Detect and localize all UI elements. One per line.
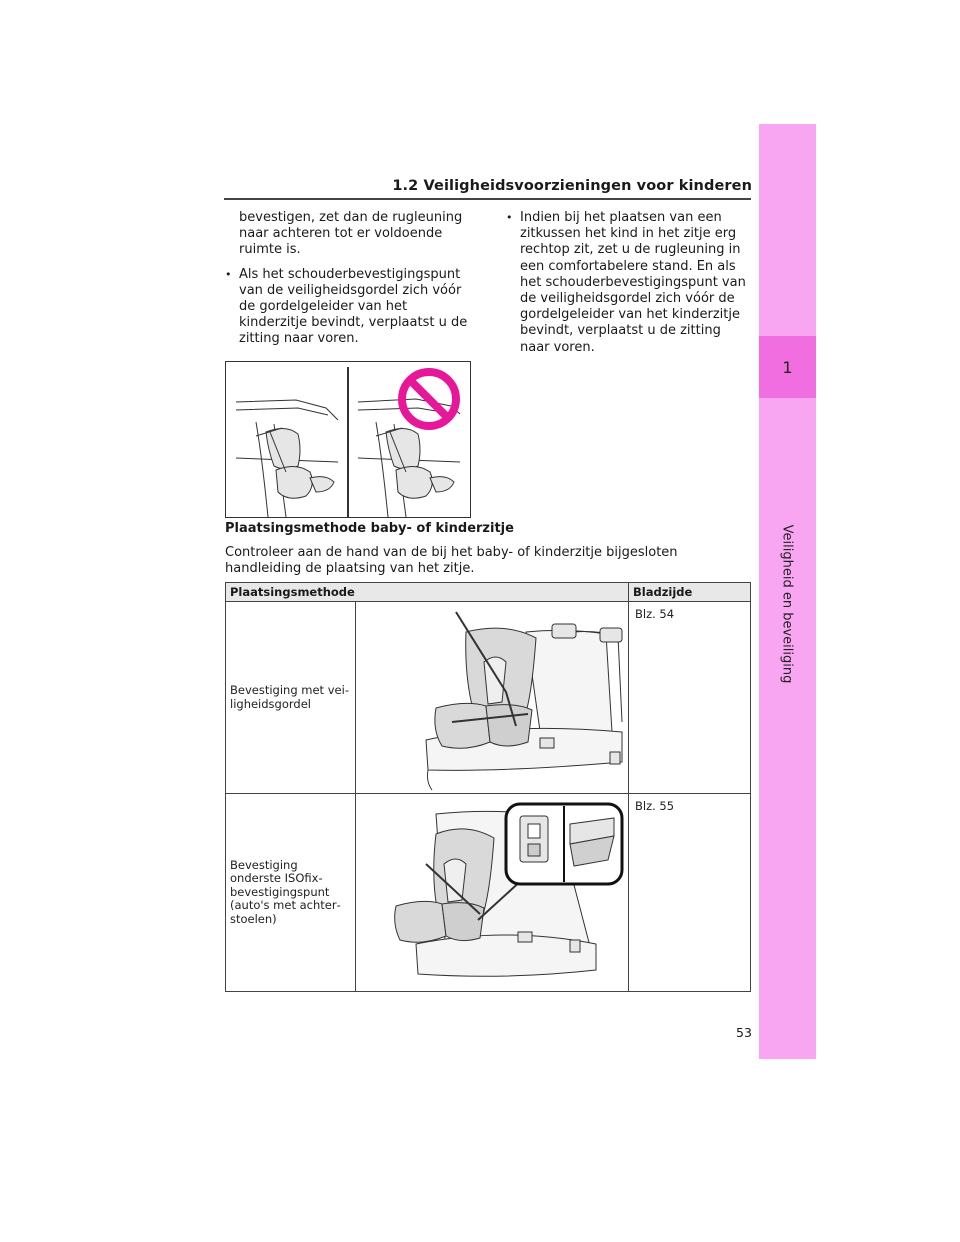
header-page: Bladzijde xyxy=(629,583,751,602)
table-row xyxy=(226,794,751,992)
page-number: 53 xyxy=(736,1025,752,1040)
bullet-booster-seat: • Indien bij het plaatsen van een zitkussen het kind in het zitje erg rechtop zit, zet u de rugleuning in een comfortabelere stand. En als het schouderbevestigingspunt van de veiligheidsgordel zich vóór de gordelgeleider van het kinderzitje bevindt, verplaatst u de zitting naar voren. xyxy=(506,210,746,356)
table-header-row xyxy=(226,583,751,602)
page-ref-isofix[interactable]: Blz. 55 xyxy=(629,794,751,992)
method-isofix: Bevestiging onderste ISOfix-bevestigingspunt (auto's met achterstoelen) xyxy=(226,794,356,992)
seatbelt-seat-illustration xyxy=(356,602,628,793)
header-method: Plaatsingsmethode xyxy=(226,583,629,602)
right-column xyxy=(506,210,746,364)
continuation-paragraph: bevestigen, zet dan de rugleuning naar achteren tot er voldoende ruimte is. xyxy=(239,210,463,258)
method-seatbelt: Bevestiging met veiligheidsgordel xyxy=(226,602,356,794)
bullet-shoulder-anchor: • Als het schouderbevestigingspunt van de veiligheidsgordel zich vóór de gordelgeleider van het kinderzitje bevindt, verplaatst u de zitting naar voren. xyxy=(225,267,470,348)
page-ref-seatbelt[interactable]: Blz. 54 xyxy=(629,602,751,794)
section-header-title: 1.2 Veiligheidsvoorzieningen voor kinderen xyxy=(392,178,752,194)
intro-paragraph: Controleer aan de hand van de bij het baby- of kinderzitje bijgesloten handleiding de plaatsing van het zitje. xyxy=(225,545,678,577)
isofix-anchor-inset xyxy=(506,804,622,884)
seat-position-illustration xyxy=(226,362,470,517)
figure-caption: Plaatsingsmethode baby- of kinderzitje xyxy=(225,521,514,536)
installation-methods-table xyxy=(225,582,751,992)
chapter-label: Veiligheid en beveiliging xyxy=(779,524,795,684)
isofix-seat-illustration xyxy=(356,794,628,991)
left-column xyxy=(225,210,470,356)
table-row xyxy=(226,602,751,794)
chapter-number-tab[interactable]: 1 xyxy=(759,336,816,398)
seatbelt-illustration-cell xyxy=(356,602,629,794)
chapter-sidebar xyxy=(759,124,816,1059)
isofix-illustration-cell xyxy=(356,794,629,992)
header-divider xyxy=(224,198,751,200)
seat-position-figure xyxy=(225,361,471,518)
